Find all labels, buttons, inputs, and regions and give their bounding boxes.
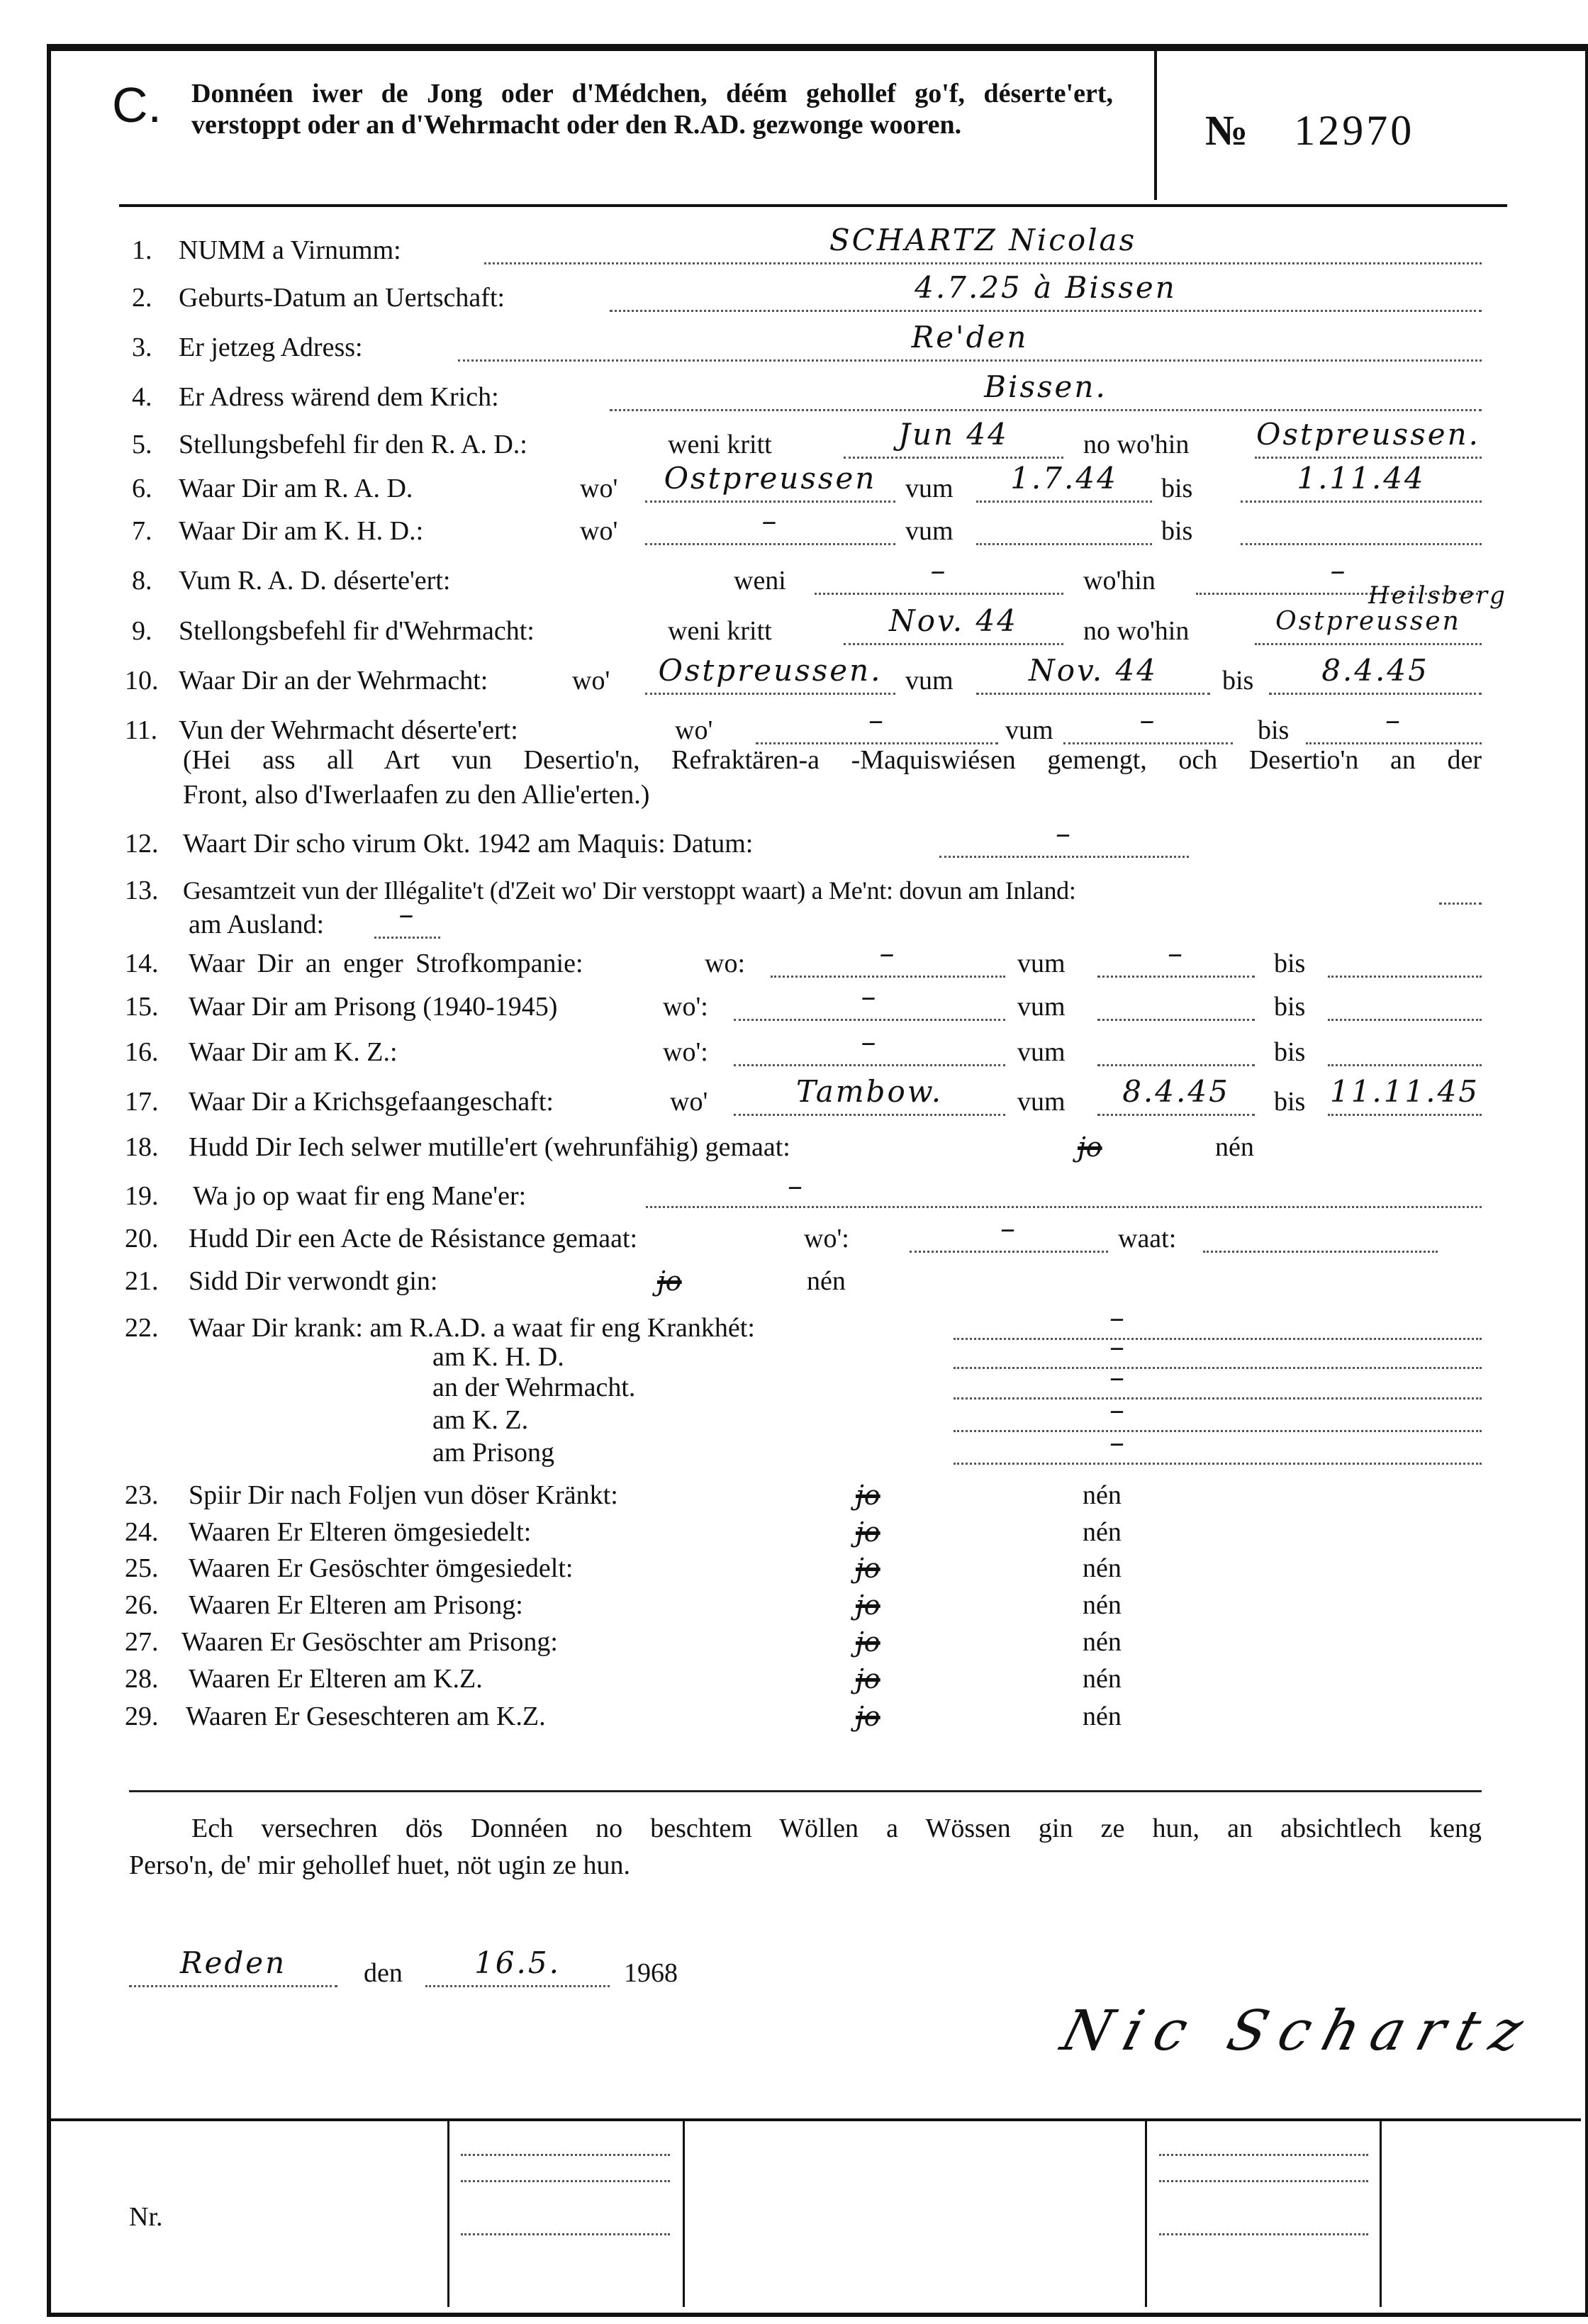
row-label: Sidd Dir verwondt gin:: [189, 1266, 438, 1296]
row-1: [0, 223, 1588, 267]
footer-col-divider: [1145, 2120, 1147, 2307]
handwritten-value: –: [1109, 1425, 1126, 1460]
statement-text: Perso'n, de' mir gehollef huet, nöt ugin ze hun.: [129, 1850, 631, 1880]
handwritten-value: –: [1000, 1211, 1017, 1246]
when-field[interactable]: [844, 417, 1063, 459]
handwritten-value: SCHARTZ Nicolas: [829, 223, 1137, 257]
row-label: Er jetzeg Adress:: [179, 333, 363, 362]
row-label: Waart Dir scho virum Okt. 1942 am Maquis: Datum:: [183, 829, 754, 859]
handwritten-value: Ostpreussen: [1275, 607, 1461, 636]
what-label: waat:: [1118, 1224, 1177, 1253]
birth-field[interactable]: [610, 270, 1482, 312]
abroad-field[interactable]: [374, 897, 440, 939]
war-address-field[interactable]: [610, 369, 1482, 411]
row-13: [0, 874, 1588, 907]
handwritten-value: Nov. 44: [1029, 653, 1158, 688]
from-field[interactable]: [976, 515, 1152, 545]
header-divider: [1154, 51, 1157, 200]
to-label: bis: [1274, 1037, 1306, 1067]
row-label: Geburts-Datum an Uertschaft:: [179, 283, 505, 313]
handwritten-value: Jun 44: [898, 417, 1009, 452]
row-num: 10.: [125, 666, 159, 695]
section-rule: [129, 1790, 1482, 1792]
handwritten-value: –: [868, 703, 885, 737]
name-field[interactable]: [484, 223, 1482, 264]
row-11-note: [0, 778, 1588, 811]
handwritten-value: –: [1109, 1360, 1126, 1395]
handwritten-value: Reden: [179, 1945, 287, 1980]
yes-option-struck[interactable]: jo: [856, 1480, 880, 1511]
form-title: Donnéen iwer de Jong oder d'Médchen, déém gehollef go'f, déserte'ert, verstoppt oder an d'Wehrmacht oder den R.AD. gezwonge wooren.: [191, 79, 1113, 140]
where-label: wo':: [804, 1224, 849, 1253]
place-field[interactable]: [129, 1945, 337, 1987]
row-15: [0, 979, 1588, 1023]
to-field[interactable]: [1241, 461, 1482, 503]
from-field[interactable]: [1063, 703, 1233, 744]
sub-field[interactable]: [954, 1329, 1482, 1369]
where-label: wo': [675, 715, 713, 745]
when-label: weni kritt: [668, 616, 772, 646]
row-16: [0, 1024, 1588, 1068]
row-label: NUMM a Virnumm:: [179, 235, 401, 265]
date-field[interactable]: [939, 816, 1189, 858]
handwritten-value: –: [1168, 936, 1185, 971]
no-option[interactable]: nén: [1083, 1517, 1122, 1547]
sub-label: am K. H. D.: [432, 1342, 564, 1372]
row-22-sub: [0, 1392, 1588, 1436]
where-note: Heilsberg: [1368, 581, 1507, 610]
handwritten-value: –: [1109, 1329, 1126, 1364]
row-num: 6.: [132, 474, 152, 503]
row-num: 21.: [125, 1266, 159, 1296]
row-25: [0, 1552, 1588, 1585]
from-field[interactable]: [1097, 1036, 1255, 1066]
to-field[interactable]: [1269, 653, 1482, 695]
footer-table: [51, 2118, 1581, 2121]
no-option[interactable]: nén: [1083, 1702, 1122, 1731]
row-label: Waar Dir a Krichsgefaangeschaft:: [189, 1087, 554, 1117]
row-num: 4.: [132, 382, 152, 412]
row-18: [0, 1131, 1588, 1163]
row-num: 1.: [132, 235, 152, 265]
row-24: [0, 1516, 1588, 1548]
yes-option-struck[interactable]: jo: [856, 1516, 880, 1548]
row-4: [0, 369, 1588, 413]
row-label: Stellongsbefehl fir d'Wehrmacht:: [179, 616, 535, 646]
from-label: vum: [1017, 949, 1066, 978]
den-label: den: [364, 1958, 403, 1988]
row-label: Waar Dir am R. A. D.: [179, 474, 413, 503]
where-label: wo':: [663, 1037, 708, 1067]
row-label: Er Adress wärend dem Krich:: [179, 382, 499, 412]
handwritten-value: –: [788, 1168, 805, 1203]
row-23: [0, 1479, 1588, 1512]
row-14: [0, 936, 1588, 980]
handwritten-value: Tambow.: [795, 1074, 944, 1109]
to-field[interactable]: [1328, 1036, 1482, 1066]
row-num: 8.: [132, 566, 152, 596]
note-line: (Hei ass all Art vun Desertio'n, Refraktären-a -Maquiswiésen gemengt, och Desertio'n an der: [183, 745, 1482, 775]
row-num: 15.: [125, 992, 159, 1022]
handwritten-value: 8.4.45: [1122, 1074, 1230, 1109]
footer-dotted-line: [461, 2233, 670, 2235]
row-num: 28.: [125, 1664, 159, 1694]
sub-label: am K. Z.: [432, 1405, 529, 1435]
row-label: Waar Dir am K. H. D.:: [179, 516, 424, 546]
row-label: Waaren Er Geseschteren am K.Z.: [186, 1702, 546, 1731]
handwritten-value: –: [761, 503, 779, 538]
from-field[interactable]: [976, 653, 1210, 695]
row-10: [0, 653, 1588, 697]
row-22: [0, 1300, 1588, 1344]
no-option[interactable]: nén: [807, 1266, 846, 1296]
row-3: [0, 320, 1588, 364]
row-num: 24.: [125, 1517, 159, 1547]
footer-col-divider: [683, 2120, 685, 2307]
sub-label: an der Wehrmacht.: [432, 1373, 636, 1402]
handwritten-value: –: [1139, 703, 1157, 737]
when-field[interactable]: [844, 603, 1063, 645]
from-label: vum: [1017, 1037, 1066, 1067]
row-num: 5.: [132, 430, 152, 459]
where-field[interactable]: [645, 653, 895, 695]
row-label: Hudd Dir een Acte de Résistance gemaat:: [189, 1224, 638, 1253]
where-field[interactable]: [734, 1074, 1005, 1116]
no-option[interactable]: nén: [1083, 1553, 1122, 1583]
number-sign: №: [1205, 107, 1248, 154]
handwritten-value: Bissen.: [984, 369, 1107, 404]
footer-dotted-line: [461, 2154, 670, 2156]
row-22-sub: [0, 1360, 1588, 1404]
sub-field[interactable]: [954, 1392, 1482, 1432]
to-field[interactable]: [1328, 947, 1482, 978]
row-8: [0, 553, 1588, 597]
row-29: [0, 1700, 1588, 1733]
date-field[interactable]: [425, 1945, 610, 1987]
no-option[interactable]: nén: [1083, 1590, 1122, 1620]
where-label: wo': [670, 1087, 708, 1117]
where-field[interactable]: [645, 503, 895, 545]
handwritten-value: 8.4.45: [1321, 653, 1429, 688]
where-label: wo:: [705, 949, 745, 978]
handwritten-value: –: [930, 553, 948, 588]
where-label: no wo'hin: [1083, 616, 1190, 646]
row-27: [0, 1626, 1588, 1658]
form-number: [1205, 106, 1414, 155]
row-label: Waar Dir am K. Z.:: [189, 1037, 398, 1067]
handwritten-value: –: [1056, 816, 1073, 851]
row-label: Waaren Er Elteren am Prisong:: [189, 1590, 523, 1620]
row-label: Waar Dir krank: am R.A.D. a waat fir eng Krankhét:: [189, 1313, 755, 1343]
from-label: vum: [905, 474, 954, 503]
footer-dotted-line: [1159, 2233, 1368, 2235]
to-field[interactable]: [1328, 990, 1482, 1021]
row-label: Waar Dir an der Wehrmacht:: [179, 666, 488, 695]
where-field[interactable]: [734, 979, 1005, 1021]
row-label: Waaren Er Gesöschter am Prisong:: [181, 1627, 558, 1657]
handwritten-value: Ostpreussen: [664, 461, 877, 496]
from-label: vum: [1017, 1087, 1066, 1117]
to-field[interactable]: [1306, 703, 1482, 744]
row-label: Waar Dir an enger Strofkompanie:: [189, 949, 583, 978]
handwritten-value: 1.11.44: [1297, 461, 1426, 496]
row-5: [0, 417, 1588, 461]
row-num: 29.: [125, 1702, 159, 1731]
number-value: 12970: [1294, 107, 1415, 154]
when-label: weni kritt: [668, 430, 772, 459]
note-line: Front, also d'Iwerlaafen zu den Allie'erten.): [183, 780, 650, 810]
from-label: vum: [905, 666, 954, 695]
row-num: 13.: [125, 876, 159, 905]
place-date-row: [0, 1945, 1588, 1989]
row-12: [0, 816, 1588, 860]
yes-option-struck[interactable]: jo: [856, 1590, 880, 1621]
row-num: 2.: [132, 283, 152, 313]
handwritten-value: –: [879, 936, 897, 971]
to-label: bis: [1274, 992, 1306, 1022]
footer-dotted-line: [461, 2180, 670, 2182]
handwritten-value: 16.5.: [474, 1945, 561, 1980]
handwritten-value: –: [861, 1024, 878, 1059]
row-6: [0, 461, 1588, 505]
inland-field[interactable]: [1439, 874, 1482, 905]
row-num: 27.: [125, 1627, 159, 1657]
row-11: [0, 703, 1588, 747]
manner-field[interactable]: [646, 1168, 1482, 1208]
to-label: bis: [1222, 666, 1254, 695]
to-label: bis: [1274, 949, 1306, 978]
row-num: 20.: [125, 1224, 159, 1253]
row-label: Hudd Dir Iech selwer mutille'ert (wehrunfähig) gemaat:: [189, 1132, 790, 1162]
when-label: weni: [734, 566, 786, 596]
illness-field[interactable]: [954, 1300, 1482, 1340]
to-label: bis: [1161, 516, 1193, 546]
row-22-sub: [0, 1329, 1588, 1373]
statement-line: [0, 1849, 1588, 1882]
where-label: wo': [572, 666, 610, 695]
handwritten-value: –: [1385, 703, 1402, 737]
to-label: bis: [1161, 474, 1193, 503]
where-field[interactable]: [1255, 417, 1482, 459]
footer-nr-label: Nr.: [129, 2202, 163, 2232]
where-field[interactable]: [1255, 607, 1482, 645]
row-19: [0, 1168, 1588, 1212]
yes-option-struck[interactable]: jo: [856, 1701, 880, 1732]
statement-line: [0, 1812, 1588, 1845]
row-26: [0, 1589, 1588, 1621]
handwritten-value: –: [1330, 553, 1348, 588]
what-field[interactable]: [1203, 1222, 1438, 1253]
where-field[interactable]: [910, 1211, 1108, 1253]
row-label: Vun der Wehrmacht déserte'ert:: [179, 715, 518, 745]
row-num: 12.: [125, 829, 159, 859]
row-label: Vum R. A. D. déserte'ert:: [179, 566, 451, 596]
row-7: [0, 503, 1588, 547]
signature: Nic Schartz: [1054, 1999, 1543, 2063]
row-num: 22.: [125, 1313, 159, 1343]
row-num: 26.: [125, 1590, 159, 1620]
to-label: bis: [1274, 1087, 1306, 1117]
handwritten-value: 11.11.45: [1329, 1074, 1480, 1109]
row-num: 23.: [125, 1480, 159, 1510]
abroad-label: am Ausland:: [189, 910, 325, 939]
sub-field[interactable]: [954, 1360, 1482, 1400]
where-label: wo':: [663, 992, 708, 1022]
yes-option-struck[interactable]: jo: [657, 1266, 682, 1297]
no-option[interactable]: nén: [1083, 1480, 1122, 1510]
row-label: Stellungsbefehl fir den R. A. D.:: [179, 430, 527, 459]
row-num: 9.: [132, 616, 152, 646]
sub-field[interactable]: [954, 1425, 1482, 1465]
no-option[interactable]: nén: [1083, 1664, 1122, 1694]
row-20: [0, 1211, 1588, 1255]
no-option[interactable]: nén: [1083, 1627, 1122, 1657]
from-field[interactable]: [1097, 1074, 1255, 1116]
row-17: [0, 1074, 1588, 1118]
from-field[interactable]: [1097, 990, 1255, 1021]
from-label: vum: [1005, 715, 1053, 745]
yes-option-struck[interactable]: jo: [1078, 1132, 1102, 1163]
handwritten-value: Ostpreussen.: [658, 653, 883, 688]
row-num: 19.: [125, 1181, 159, 1211]
footer-col-divider: [1380, 2120, 1382, 2307]
handwritten-value: –: [398, 897, 416, 932]
when-field[interactable]: [815, 553, 1063, 595]
section-letter: C.: [112, 77, 162, 133]
yes-option-struck[interactable]: jo: [856, 1553, 880, 1584]
row-num: 16.: [125, 1037, 159, 1067]
row-2: [0, 270, 1588, 314]
year-label: 1968: [624, 1958, 678, 1988]
from-label: vum: [1017, 992, 1066, 1022]
row-num: 3.: [132, 333, 152, 362]
where-field[interactable]: [771, 936, 1005, 978]
address-field[interactable]: [458, 320, 1482, 362]
row-label: Waaren Er Elteren ömgesiedelt:: [189, 1517, 532, 1547]
yes-option-struck[interactable]: jo: [856, 1626, 880, 1658]
handwritten-value: 4.7.25 à Bissen: [915, 270, 1177, 305]
footer-dotted-line: [1159, 2154, 1368, 2156]
handwritten-value: 1.7.44: [1010, 461, 1118, 496]
row-num: 18.: [125, 1132, 159, 1162]
row-num: 17.: [125, 1087, 159, 1117]
from-label: vum: [905, 516, 954, 546]
handwritten-value: Nov. 44: [889, 603, 1018, 638]
handwritten-value: Re'den: [911, 320, 1029, 354]
handwritten-value: –: [1109, 1392, 1126, 1427]
handwritten-value: –: [861, 979, 878, 1014]
to-field[interactable]: [1241, 515, 1482, 545]
footer-col-divider: [447, 2120, 449, 2307]
row-label: Waaren Er Gesöschter ömgesiedelt:: [189, 1553, 574, 1583]
row-22-sub: [0, 1425, 1588, 1469]
where-field[interactable]: [645, 461, 895, 503]
row-21: [0, 1265, 1588, 1297]
row-label: Wa jo op waat fir eng Mane'er:: [193, 1181, 527, 1211]
sub-label: am Prisong: [432, 1438, 555, 1468]
row-label: Gesamtzeit vun der Illégalite't (d'Zeit wo' Dir verstoppt waart) a Me'nt: dovun am Inland:: [183, 876, 1076, 905]
row-num: 11.: [125, 715, 158, 745]
row-num: 7.: [132, 516, 152, 546]
row-11-note: [0, 744, 1588, 776]
row-28: [0, 1663, 1588, 1695]
from-field[interactable]: [976, 461, 1152, 503]
where-field[interactable]: [756, 703, 998, 744]
where-label: wo': [580, 516, 618, 546]
to-field[interactable]: [1328, 1074, 1482, 1116]
to-label: bis: [1258, 715, 1290, 745]
where-field[interactable]: [734, 1024, 1005, 1066]
row-label: Spiir Dir nach Foljen vun döser Kränkt:: [189, 1480, 618, 1510]
yes-option-struck[interactable]: jo: [856, 1663, 880, 1694]
row-13-abroad: [0, 897, 1588, 941]
handwritten-value: Ostpreussen.: [1256, 417, 1481, 452]
footer-dotted-line: [1159, 2180, 1368, 2182]
from-field[interactable]: [1097, 936, 1255, 978]
header-rule: [119, 204, 1507, 207]
statement-text: Ech versechren dös Donnéen no beschtem Wöllen a Wössen gin ze hun, an absichtlech keng: [191, 1814, 1482, 1843]
row-label: Waar Dir am Prisong (1940-1945): [189, 992, 558, 1022]
handwritten-value: –: [1109, 1300, 1126, 1335]
where-label: no wo'hin: [1083, 430, 1190, 459]
row-label: Waaren Er Elteren am K.Z.: [189, 1664, 483, 1694]
row-num: 14.: [125, 949, 159, 978]
row-num: 25.: [125, 1553, 159, 1583]
where-label: wo': [580, 474, 618, 503]
no-option[interactable]: nén: [1215, 1132, 1254, 1162]
where-label: wo'hin: [1083, 566, 1156, 596]
